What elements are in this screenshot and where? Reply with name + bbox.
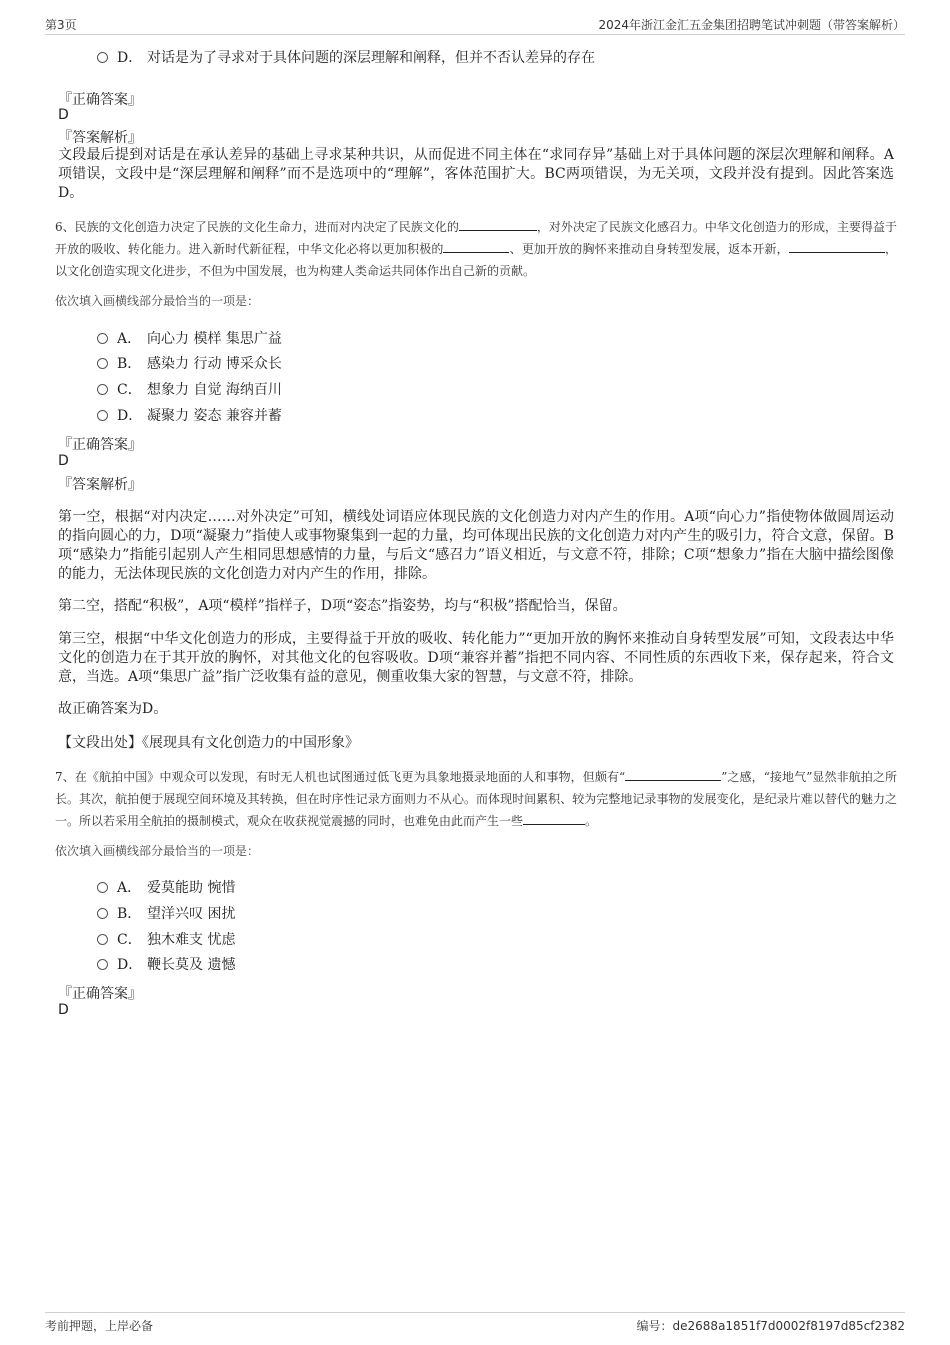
radio-icon[interactable] [97,52,108,63]
q6-option-c[interactable]: C． 想象力 自觉 海纳百川 [97,379,282,401]
page-footer [45,1312,905,1337]
radio-icon[interactable] [97,384,108,395]
blank-2 [523,810,585,825]
q7-option-d[interactable]: D． 鞭长莫及 遗憾 [97,954,235,976]
q6-option-b[interactable]: B． 感染力 行动 博采众长 [97,353,282,375]
q5-answer-label: 『正确答案』 [58,92,142,108]
q5-option-d[interactable]: D． 对话是为了寻求对于具体问题的深层理解和阐释，但并不否认差异的存在 [97,47,595,69]
blank-3 [789,238,885,253]
blank-1 [459,216,537,231]
q5-analysis: 文段最后提到对话是在承认差异的基础上寻求某种共识，从而促进不同主体在“求同存异”基础上对于具体问题的深层次理解和阐释。A项错误，文段中是“深层理解和阐释”而不是选项中的“理解”，客体范围扩大。BC两项错误，为无关项，文段并没有提到。因此答案选D。 [58,147,894,201]
q7-answer: D [58,1002,69,1018]
page-header [45,14,905,35]
footer-slogan: 考前押题，上岸必备 [45,1319,154,1333]
q6-stem: 6、民族的文化创造力决定了民族的文化生命力，进而对内决定了民族文化的 ，对外决定了民族文化感召力。中华文化创造力的形成，主要得益于开放的吸收、转化能力。进入新时代新征程，中华文化必将以更加积极的 、更加开放的胸怀来推动自身转型发展，返本开新， ，以文化创造实现文化进步，不但为中国发展，也为构建人类命运共同体作出自己新的贡献。 [55,216,897,282]
document-title: 2024年浙江金汇五金集团招聘笔试冲刺题（带答案解析） [598,18,905,32]
blank-1 [625,766,721,781]
radio-icon[interactable] [97,358,108,369]
document-id: 编号：de2688a1851f7d0002f8197d85cf2382 [636,1319,905,1333]
q5-answer: D [58,107,69,123]
blank-2 [443,238,509,253]
q7-prompt: 依次填入画横线部分最恰当的一项是： [55,844,260,858]
q7-answer-label: 『正确答案』 [58,986,142,1002]
page-number: 第3页 [45,18,77,32]
radio-icon[interactable] [97,959,108,970]
q6-prompt: 依次填入画横线部分最恰当的一项是： [55,294,260,308]
q6-analysis-label: 『答案解析』 [58,477,142,493]
q6-analysis-p3: 第三空，根据“中华文化创造力的形成，主要得益于开放的吸收、转化能力”“更加开放的胸怀来推动自身转型发展”可知，文段表达中华文化的创造力在于其开放的胸怀，对其他文化的包容吸收。D项“兼容并蓄”指把不同内容、不同性质的东西收下来，保存起来，符合文意，当选。A项“集思广益”指广泛收集有益的意见，侧重收集大家的智慧，与文意不符，排除。 [58,631,894,685]
q6-analysis-p2: 第二空，搭配“积极”，A项“模样”指样子，D项“姿态”指姿势，均与“积极”搭配恰当，保留。 [58,598,627,614]
q6-answer-label: 『正确答案』 [58,437,142,453]
q6-option-d[interactable]: D． 凝聚力 姿态 兼容并蓄 [97,405,282,427]
q6-analysis-p4: 故正确答案为D。 [58,701,168,717]
radio-icon[interactable] [97,410,108,421]
radio-icon[interactable] [97,333,108,344]
radio-icon[interactable] [97,908,108,919]
q6-analysis-p1: 第一空，根据“对内决定……对外决定”可知，横线处词语应体现民族的文化创造力对内产生的作用。A项“向心力”指使物体做圆周运动的指向圆心的力，D项“凝聚力”指使人或事物聚集到一起的力量，均可体现出民族的文化创造力对内产生的吸引力，符合文意，保留。B项“感染力”指能引起别人产生相同思想感情的力量，与后文“感召力”语义相近，与文意不符，排除；C项“想象力”指在大脑中描绘图像的能力，无法体现民族的文化创造力对内产生的作用，排除。 [58,509,894,582]
q6-answer: D [58,453,69,469]
q6-source: 【文段出处】《展现具有文化创造力的中国形象》 [58,735,359,751]
radio-icon[interactable] [97,934,108,945]
q6-option-a[interactable]: A． 向心力 模样 集思广益 [97,328,282,350]
q7-option-b[interactable]: B． 望洋兴叹 困扰 [97,903,235,925]
radio-icon[interactable] [97,882,108,893]
q7-option-c[interactable]: C． 独木难支 忧虑 [97,929,235,951]
q7-option-a[interactable]: A． 爱莫能助 惋惜 [97,877,235,899]
q7-stem: 7、在《航拍中国》中观众可以发现，有时无人机也试图通过低飞更为具象地摄录地面的人和事物，但颇有“ ”之感，“接地气”显然非航拍之所长。其次，航拍便于展现空间环境及其转换，但在时序性记录方面则力不从心。而体现时间累积、较为完整地记录事物的发展变化，是纪录片难以替代的魅力之一。所以若采用全航拍的摄制模式，观众在收获视觉震撼的同时，也难免由此而产生一些 。 [55,766,897,832]
q5-analysis-label: 『答案解析』 [58,130,142,146]
